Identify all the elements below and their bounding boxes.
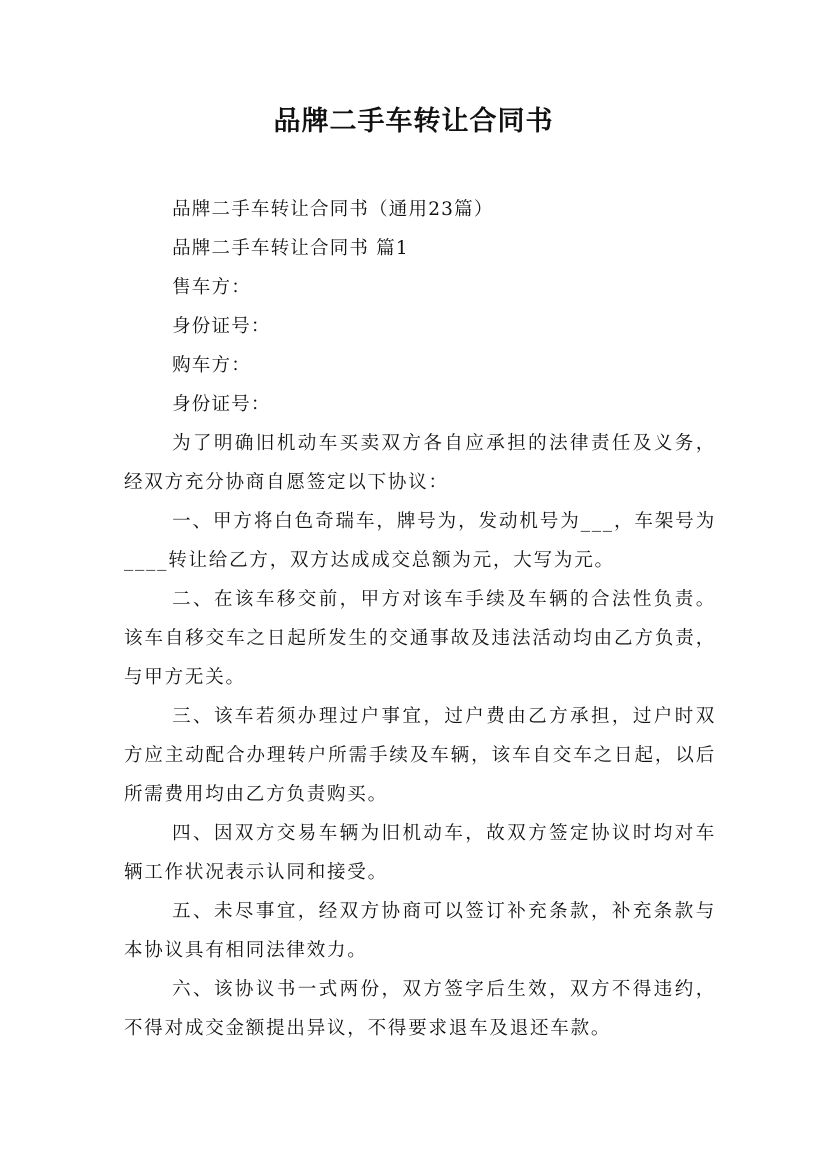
clause-4-paragraph: 四、因双方交易车辆为旧机动车，故双方签定协议时均对车辆工作状况表示认同和接受。 <box>124 823 716 883</box>
clause-6-paragraph: 六、该协议书一式两份，双方签字后生效，双方不得违约，不得对成交金额提出异议，不得要求退车及退还车款。 <box>124 979 716 1039</box>
document-body <box>124 190 716 1048</box>
seller-id-label: 身份证号： <box>172 316 271 337</box>
buyer-label: 购车方： <box>172 355 251 376</box>
preamble-paragraph: 为了明确旧机动车买卖双方各自应承担的法律责任及义务，经双方充分协商自愿签定以下协议： <box>124 433 716 493</box>
clause-5-paragraph: 五、未尽事宜，经双方协商可以签订补充条款，补充条款与本协议具有相同法律效力。 <box>124 901 716 961</box>
seller-label: 售车方： <box>172 277 251 298</box>
subtitle-paragraph: 品牌二手车转让合同书（通用23篇） <box>172 199 494 220</box>
buyer-id-label: 身份证号： <box>172 394 271 415</box>
clause-2-paragraph: 二、在该车移交前，甲方对该车手续及车辆的合法性负责。该车自移交车之日起所发生的交通事故及违法活动均由乙方负责，与甲方无关。 <box>124 589 716 688</box>
clause-1-paragraph: 一、甲方将白色奇瑞车，牌号为，发动机号为___，车架号为____转让给乙方，双方达成成交总额为元，大写为元。 <box>124 511 716 571</box>
clause-3-paragraph: 三、该车若须办理过户事宜，过户费由乙方承担，过户时双方应主动配合办理转户所需手续及车辆，该车自交车之日起，以后所需费用均由乙方负责购买。 <box>124 706 716 805</box>
document-title: 品牌二手车转让合同书 <box>273 106 554 137</box>
section-heading: 品牌二手车转让合同书 篇1 <box>172 238 409 259</box>
